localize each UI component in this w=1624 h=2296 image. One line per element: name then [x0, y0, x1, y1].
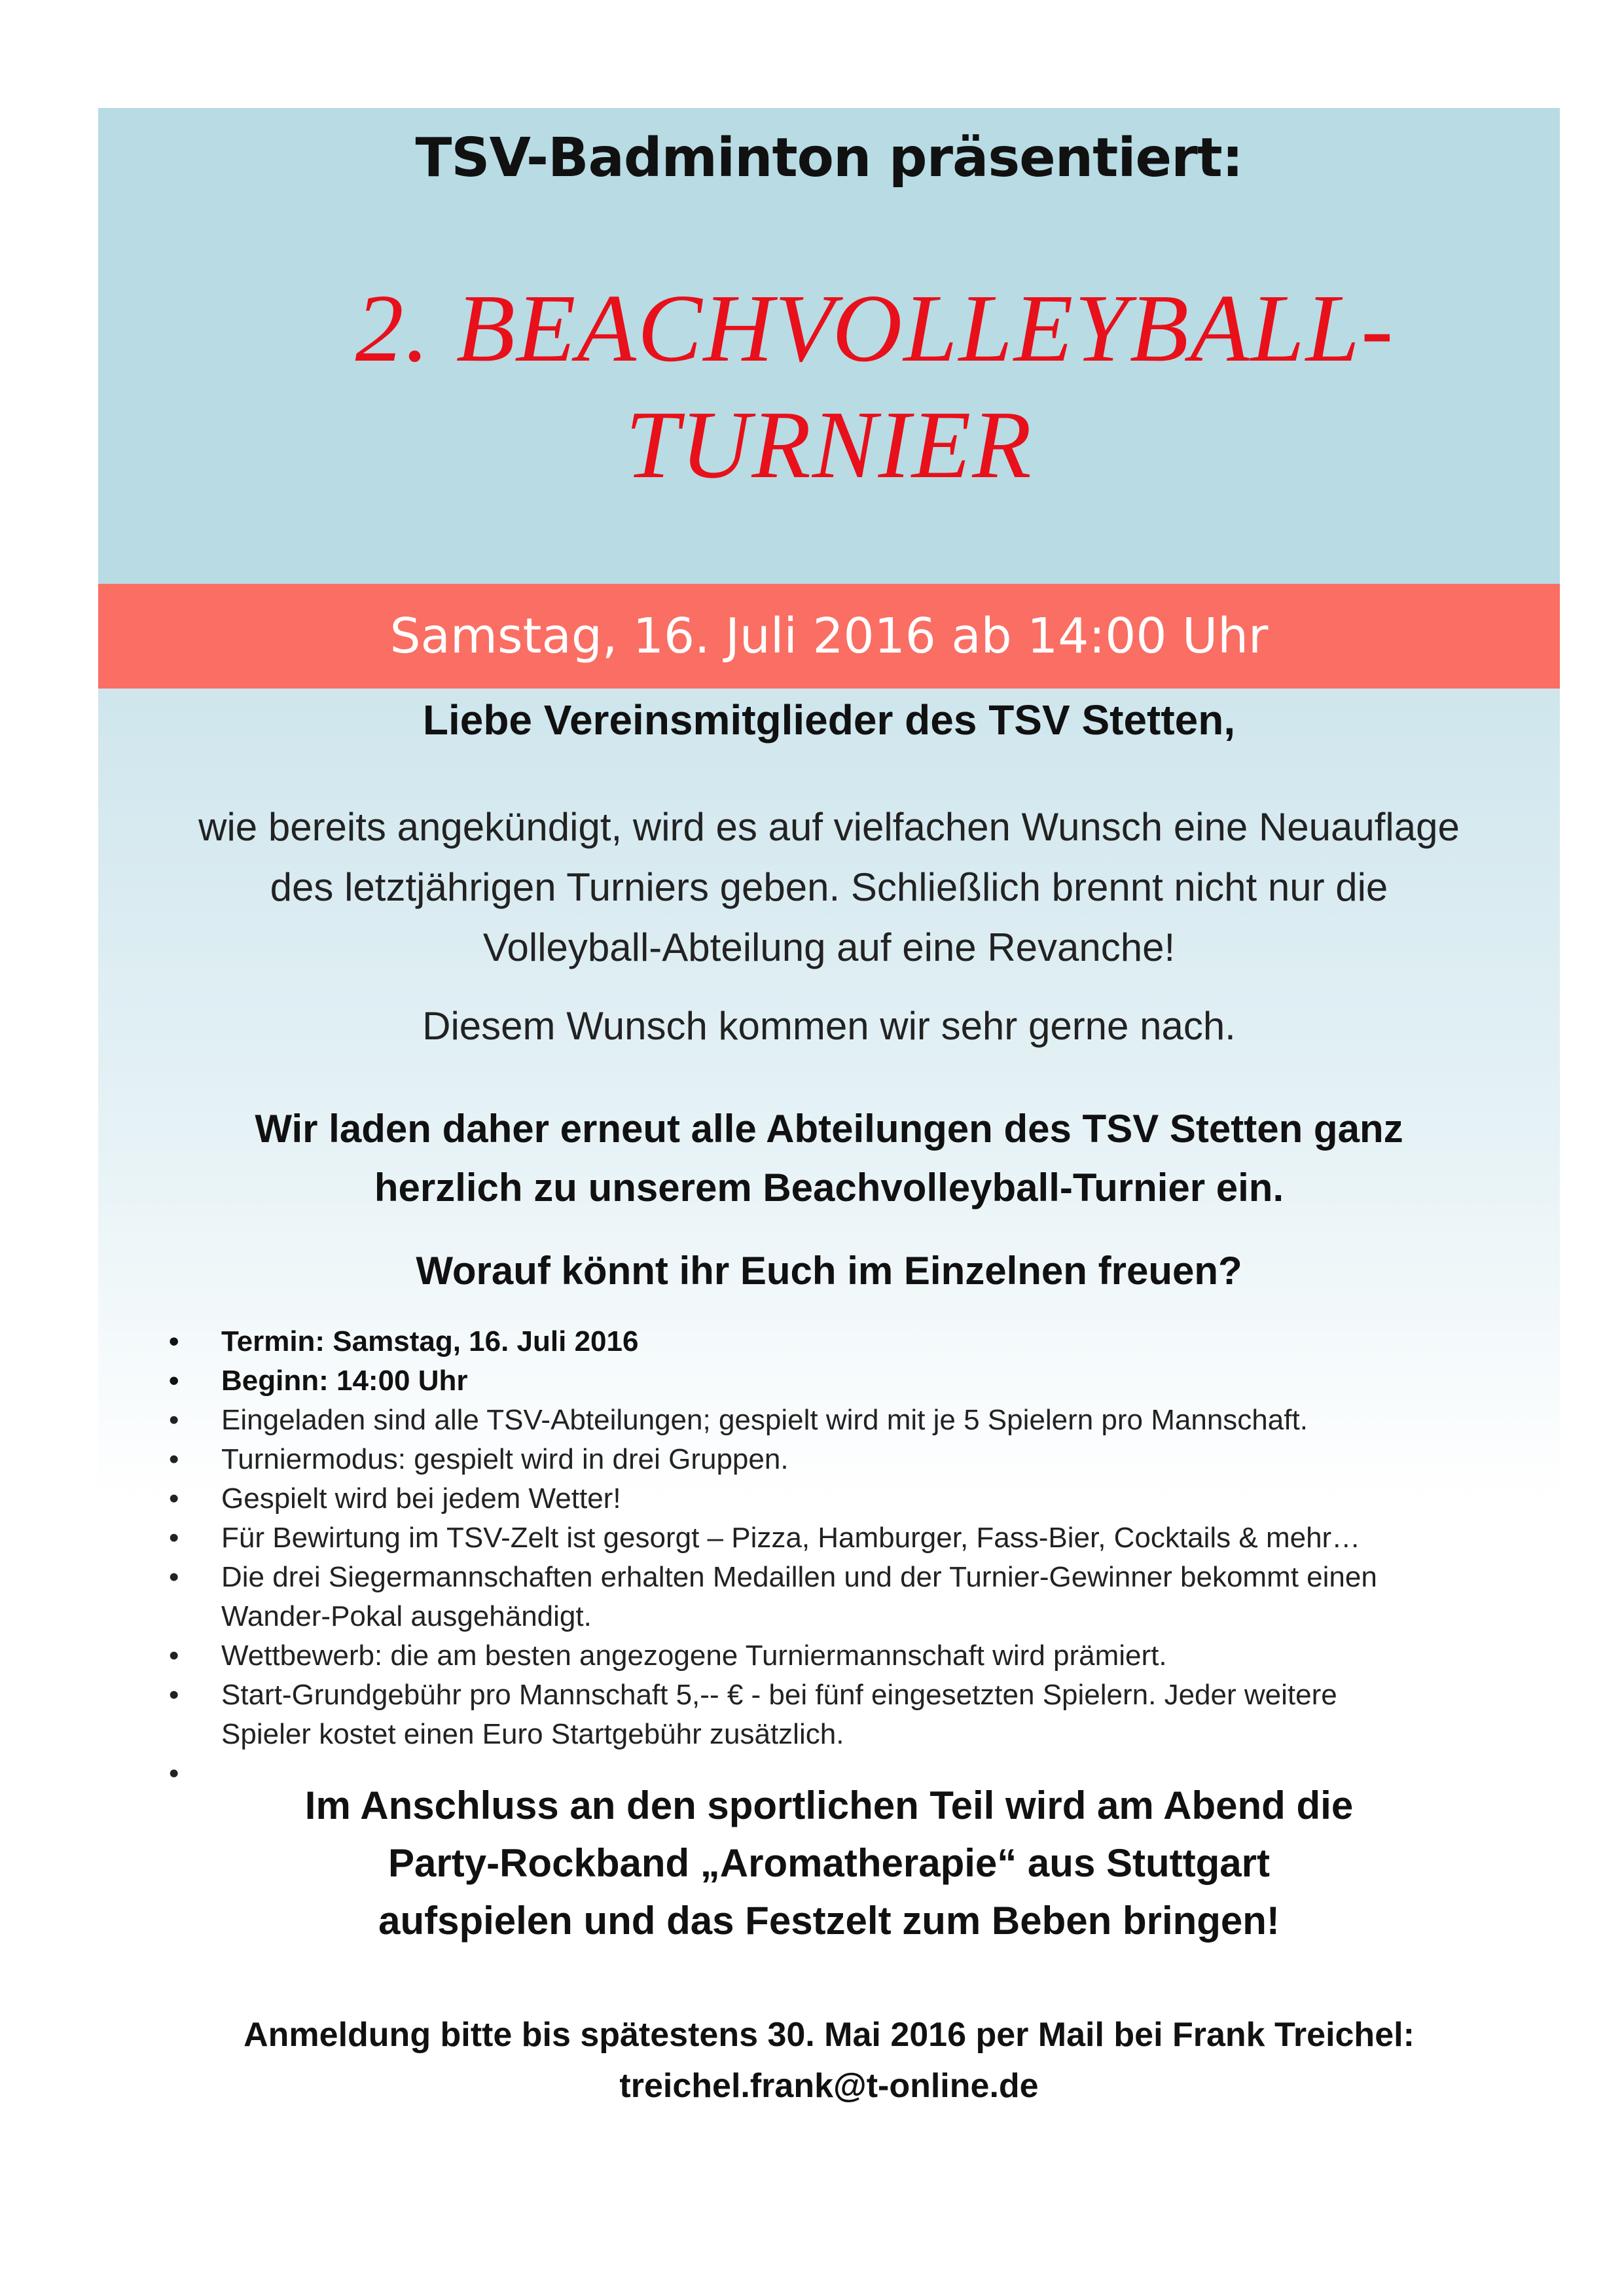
detail-item [169, 1676, 1530, 1754]
registration-text: Anmeldung bitte bis spätestens 30. Mai 2016 per Mail bei Frank Treichel: [244, 2016, 1415, 2054]
closing-line: Party-Rockband „Aromatherapie“ aus Stuttgart [388, 1841, 1270, 1885]
invitation-line: herzlich zu unserem Beachvolleyball-Turnier ein. [374, 1166, 1284, 1210]
bullet-icon: • [169, 1482, 179, 1515]
closing-line: aufspielen und das Festzelt zum Beben bringen! [378, 1899, 1280, 1943]
detail-text: Wettbewerb: die am besten angezogene Turniermannschaft wird prämiert. [221, 1640, 1167, 1672]
event-title-line-2: TURNIER [625, 391, 1033, 499]
header-block [98, 108, 1560, 584]
detail-item [169, 1754, 1530, 1793]
details-list [169, 1322, 1530, 1793]
registration-email: treichel.frank@t-online.de [619, 2067, 1039, 2105]
detail-text: Wander-Pokal ausgehändigt. [221, 1600, 592, 1632]
detail-text: Beginn: 14:00 Uhr [221, 1365, 468, 1397]
greeting: Liebe Vereinsmitglieder des TSV Stetten, [422, 696, 1236, 744]
detail-item [169, 1440, 1530, 1479]
detail-text: Termin: Samstag, 16. Juli 2016 [221, 1325, 639, 1357]
bullet-icon: • [169, 1640, 179, 1672]
paragraph-1 [98, 797, 1560, 978]
registration [98, 2009, 1560, 2111]
closing-announcement [98, 1777, 1560, 1950]
invitation-line: Wir laden daher erneut alle Abteilungen des TSV Stetten ganz [255, 1107, 1403, 1151]
detail-text: Gespielt wird bei jedem Wetter! [221, 1482, 621, 1515]
detail-item [169, 1479, 1530, 1518]
bullet-icon: • [169, 1365, 179, 1397]
bullet-icon: • [169, 1757, 179, 1789]
bullet-icon: • [169, 1522, 179, 1554]
detail-item [169, 1322, 1530, 1361]
detail-item [169, 1518, 1530, 1558]
detail-item [169, 1401, 1530, 1440]
bullet-icon: • [169, 1679, 179, 1711]
detail-text: Turniermodus: gespielt wird in drei Gruppen. [221, 1443, 789, 1475]
paragraph-2: Diesem Wunsch kommen wir sehr gerne nach. [422, 1004, 1236, 1048]
bullet-icon: • [169, 1561, 179, 1593]
detail-text [221, 1754, 1530, 1793]
bullet-icon: • [169, 1404, 179, 1436]
invitation [98, 1100, 1560, 1217]
detail-text: Die drei Siegermannschaften erhalten Medaillen und der Turnier-Gewinner bekommt einen [221, 1561, 1377, 1593]
bullet-icon: • [169, 1325, 179, 1357]
bullet-icon: • [169, 1443, 179, 1475]
question-heading: Worauf könnt ihr Euch im Einzelnen freuen? [416, 1249, 1242, 1293]
detail-item [169, 1636, 1530, 1676]
detail-text: Start-Grundgebühr pro Mannschaft 5,-- € - bei fünf eingesetzten Spielern. Jeder weitere [221, 1679, 1337, 1711]
paragraph-1-line: Volleyball-Abteilung auf eine Revanche! [482, 925, 1176, 969]
date-banner: Samstag, 16. Juli 2016 ab 14:00 Uhr [98, 584, 1560, 689]
detail-text: Eingeladen sind alle TSV-Abteilungen; gespielt wird mit je 5 Spielern pro Mannschaft. [221, 1404, 1308, 1436]
detail-text: Für Bewirtung im TSV-Zelt ist gesorgt – Pizza, Hamburger, Fass-Bier, Cocktails & mehr… [221, 1522, 1361, 1554]
intro-line: TSV-Badminton präsentiert: [415, 127, 1243, 189]
event-title-line-1: 2. BEACHVOLLEYBALL- [355, 275, 1395, 382]
detail-text: Spieler kostet einen Euro Startgebühr zusätzlich. [221, 1718, 844, 1750]
closing-line: Im Anschluss an den sportlichen Teil wird am Abend die [304, 1784, 1354, 1827]
paragraph-1-line: wie bereits angekündigt, wird es auf vielfachen Wunsch eine Neuauflage [198, 805, 1460, 849]
detail-item [169, 1558, 1530, 1636]
paragraph-1-line: des letztjährigen Turniers geben. Schließlich brennt nicht nur die [270, 865, 1388, 909]
detail-item [169, 1361, 1530, 1401]
